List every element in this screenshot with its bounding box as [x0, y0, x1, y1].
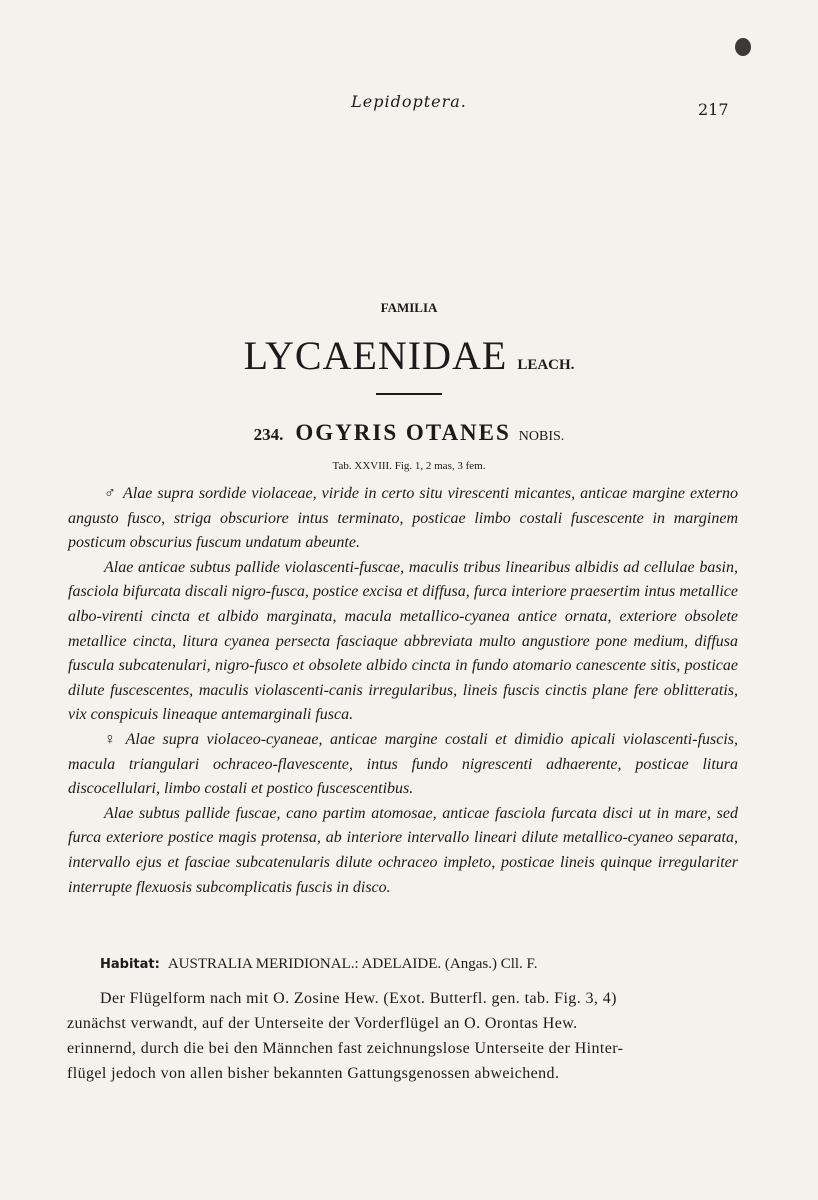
- female-upper-text: Alae supra violaceo-cyaneae, anticae margine costali et dimidio apicali violascenti-fuscis, macula triangulari ochraceo-flavescente, intus fundo nigrescenti adhaerente, posticae litura discocellulari, limbo costali et postico fuscescentibus.: [68, 730, 739, 798]
- page-number: 217: [698, 100, 729, 119]
- male-upper-paragraph: [68, 482, 738, 556]
- family-name: LYCAENIDAE: [243, 333, 508, 378]
- female-under-paragraph: Alae subtus pallide fuscae, cano partim atomosae, anticae fasciola furcata disci ut in mare, sed furca exteriore postice magis protensa, ab interiore intervallo lineari dilute metallico-cyaneo separata, intervallo ejus et fasciae subcatenularis dilute ochraceo impleto, posticae lineis quinque irregulariter interrupte flexuosis subcomplicatis fuscis in disco.: [68, 804, 738, 896]
- section-rule: [376, 393, 442, 395]
- male-upper-text: Alae supra sordide violaceae, viride in certo situ virescenti micantes, anticae margine externo angusto fusco, striga obscuriore intus terminato, posticae limbo costali fuscescente in marginem posticum obscurius fuscum undatum abeunte.: [68, 485, 739, 552]
- female-upper-paragraph: [68, 728, 738, 802]
- species-heading: [0, 420, 818, 446]
- species-author: NOBIS.: [518, 429, 565, 444]
- habitat-line: [100, 956, 740, 973]
- running-head: Lepidoptera.: [351, 92, 467, 111]
- male-symbol-icon: ♂: [104, 485, 118, 502]
- family-heading: [0, 332, 818, 379]
- habitat-text: AUSTRALIA MERIDIONAL.: ADELAIDE. (Angas.) Cll. F.: [167, 956, 538, 972]
- habitat-label: Habitat:: [100, 957, 160, 972]
- plate-reference: Tab. XXVIII. Fig. 1, 2 mas, 3 fem.: [332, 460, 486, 472]
- ink-spot: [735, 38, 751, 56]
- female-symbol-icon: ♀: [104, 730, 120, 748]
- species-description: [68, 482, 738, 900]
- remarks-line: erinnernd, durch die bei den Männchen fast zeichnungslose Unterseite der Hinter-: [67, 1040, 624, 1057]
- male-under-paragraph: Alae anticae subtus pallide violascenti-fuscae, maculis tribus linearibus albidis ad cellulae basin, fasciola bifurcata discali nigro-fusca, postice excisa et diffusa, furca interiore praesertim intus metallice albo-virenti cincta et albido marginata, macula metallico-cyanea antice ornata, exteriore obsolete metallice cincta, litura cyanea persecta fasciaque abbreviata multo angustiore pone medium, diffusa fuscula subcatenulari, nigro-fusco et obsolete albido cincta in fundo atomario canescente sitis, posticae dilute fuscescentes, maculis violascenti-canis irregularibus, lineis fuscis cinctis plane fere oblitteratis, vix conspicuis lineaque antemarginali fusca.: [68, 558, 738, 724]
- species-name: OGYRIS OTANES: [295, 420, 511, 445]
- remarks-line: Der Flügelform nach mit O. Zosine Hew. (Exot. Butterfl. gen. tab. Fig. 3, 4): [100, 990, 617, 1007]
- remarks-paragraph: [67, 986, 740, 1086]
- family-author: LEACH.: [517, 357, 575, 373]
- remarks-line: zunächst verwandt, auf der Unterseite der Vorderflügel an O. Orontas Hew.: [67, 1015, 578, 1032]
- species-number: 234.: [253, 425, 284, 444]
- familia-label: FAMILIA: [380, 300, 438, 315]
- remarks-line: flügel jedoch von allen bisher bekannten Gattungsgenossen abweichend.: [67, 1065, 560, 1082]
